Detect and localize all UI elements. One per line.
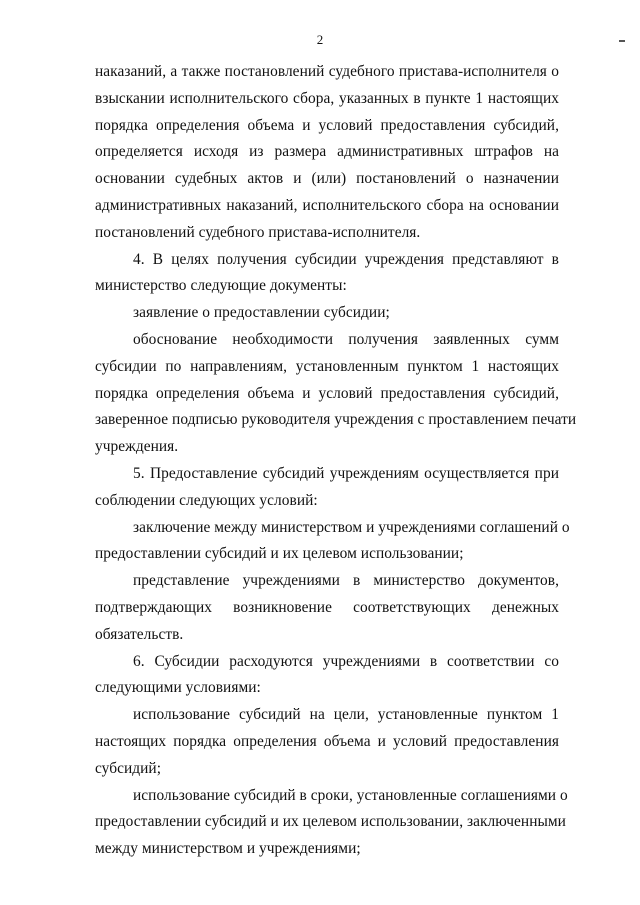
scan-mark	[619, 40, 625, 42]
text-line: 4. В целях получения субсидии учреждения представляют в	[133, 250, 559, 268]
text-line: следующими условиями:	[95, 679, 261, 697]
paragraph-justification	[95, 327, 577, 461]
paragraph-agreement	[95, 515, 570, 569]
text-line: основании судебных актов и (или) постановлений о назначении	[95, 170, 559, 188]
text-line: использование субсидий на цели, установленные пунктом 1	[133, 706, 559, 724]
text-line: порядка определения объема и условий предоставления субсидий,	[95, 384, 559, 402]
text-line: использование субсидий в сроки, установленные соглашениями о	[133, 786, 568, 804]
paragraph-documents	[95, 568, 559, 648]
text-line: заверенное подписью руководителя учреждения с проставлением печати	[95, 411, 577, 429]
text-line: предоставлении субсидий и их целевом использовании, заключенными	[95, 813, 566, 831]
paragraph-purpose	[95, 702, 559, 782]
paragraph-continuation	[95, 59, 559, 247]
paragraph-deadlines	[95, 783, 568, 863]
page-number: 2	[316, 32, 324, 47]
text-line: предоставлении субсидий и их целевом использовании;	[95, 545, 464, 563]
text-line: наказаний, а также постановлений судебного пристава-исполнителя о	[95, 63, 559, 80]
text-line: субсидий;	[95, 759, 162, 777]
text-line: субсидии по направлениям, установленным пунктом 1 настоящих	[95, 357, 559, 375]
text-line: административных наказаний, исполнительского сбора на основании	[95, 196, 559, 214]
document-body	[95, 59, 577, 863]
text-line: подтверждающих возникновение соответствующих денежных	[95, 598, 559, 616]
text-line: 5. Предоставление субсидий учреждениям осуществляется при	[133, 464, 559, 482]
text-line: 6. Субсидии расходуются учреждениями в соответствии со	[133, 652, 559, 670]
paragraph-item-4	[95, 247, 559, 301]
paragraph-application	[95, 300, 559, 327]
paragraph-item-5	[95, 461, 559, 515]
text-line: определяется исходя из размера административных штрафов на	[95, 143, 559, 161]
text-line: представление учреждениями в министерство документов,	[133, 572, 559, 590]
text-line: обоснование необходимости получения заявленных сумм	[133, 330, 559, 348]
text-line: порядка определения объема и условий предоставления субсидий,	[95, 116, 559, 134]
text-line: между министерством и учреждениями;	[95, 840, 361, 858]
text-line: постановлений судебного пристава-исполнителя.	[95, 223, 421, 241]
text-line: министерство следующие документы:	[95, 277, 347, 295]
paragraph-item-6	[95, 649, 559, 703]
text-line: заявление о предоставлении субсидии;	[133, 304, 390, 322]
text-line: заключение между министерством и учреждениями соглашений о	[133, 518, 570, 536]
text-line: соблюдении следующих условий:	[95, 491, 318, 509]
text-line: настоящих порядка определения объема и условий предоставления	[95, 732, 559, 750]
text-line: учреждения.	[95, 438, 179, 456]
text-line: обязательств.	[95, 625, 184, 643]
text-line: взыскании исполнительского сбора, указанных в пункте 1 настоящих	[95, 89, 559, 107]
